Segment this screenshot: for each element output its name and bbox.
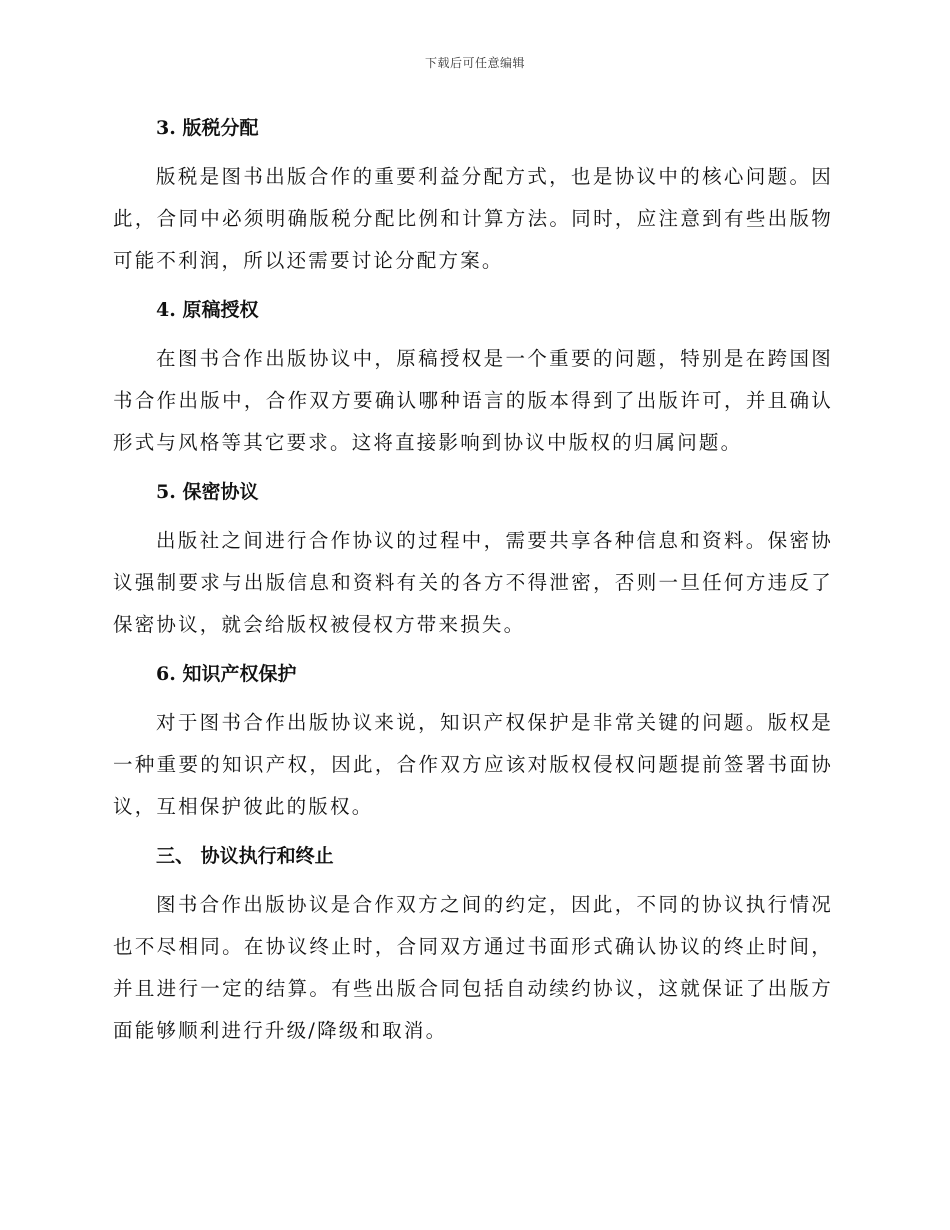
section-ip-protection: [113, 654, 833, 828]
section-royalty: [113, 108, 833, 282]
section-paragraph: 出版社之间进行合作协议的过程中，需要共享各种信息和资料。保密协议强制要求与出版信息和资料有关的各方不得泄密，否则一旦任何方违反了保密协议，就会给版权被侵权方带来损失。: [113, 529, 833, 636]
document-body: [113, 108, 833, 1060]
section-heading: 6. 知识产权保护: [156, 663, 297, 685]
chapter-heading: 三、 协议执行和终止: [156, 845, 334, 867]
section-paragraph: 版税是图书出版合作的重要利益分配方式，也是协议中的核心问题。因此，合同中必须明确版税分配比例和计算方法。同时，应注意到有些出版物可能不利润，所以还需要讨论分配方案。: [113, 165, 833, 272]
header-note: 下载后可任意编辑: [424, 56, 525, 70]
section-paragraph: 在图书合作出版协议中，原稿授权是一个重要的问题，特别是在跨国图书合作出版中，合作双方要确认哪种语言的版本得到了出版许可，并且确认形式与风格等其它要求。这将直接影响到协议中版权的归属问题。: [113, 347, 833, 454]
section-paragraph: 对于图书合作出版协议来说，知识产权保护是非常关键的问题。版权是一种重要的知识产权，因此，合作双方应该对版权侵权问题提前签署书面协议，互相保护彼此的版权。: [113, 711, 833, 818]
section-manuscript-authorization: [113, 290, 833, 464]
section-paragraph: 图书合作出版协议是合作双方之间的约定，因此，不同的协议执行情况也不尽相同。在协议终止时，合同双方通过书面形式确认协议的终止时间，并且进行一定的结算。有些出版合同包括自动续约协议，这就保证了出版方面能够顺利进行升级/降级和取消。: [113, 893, 833, 1042]
section-heading: 4. 原稿授权: [156, 299, 259, 321]
section-execution-termination: [113, 836, 833, 1052]
section-heading: 5. 保密协议: [156, 481, 259, 503]
section-confidentiality: [113, 472, 833, 646]
section-heading: 3. 版税分配: [156, 117, 259, 139]
